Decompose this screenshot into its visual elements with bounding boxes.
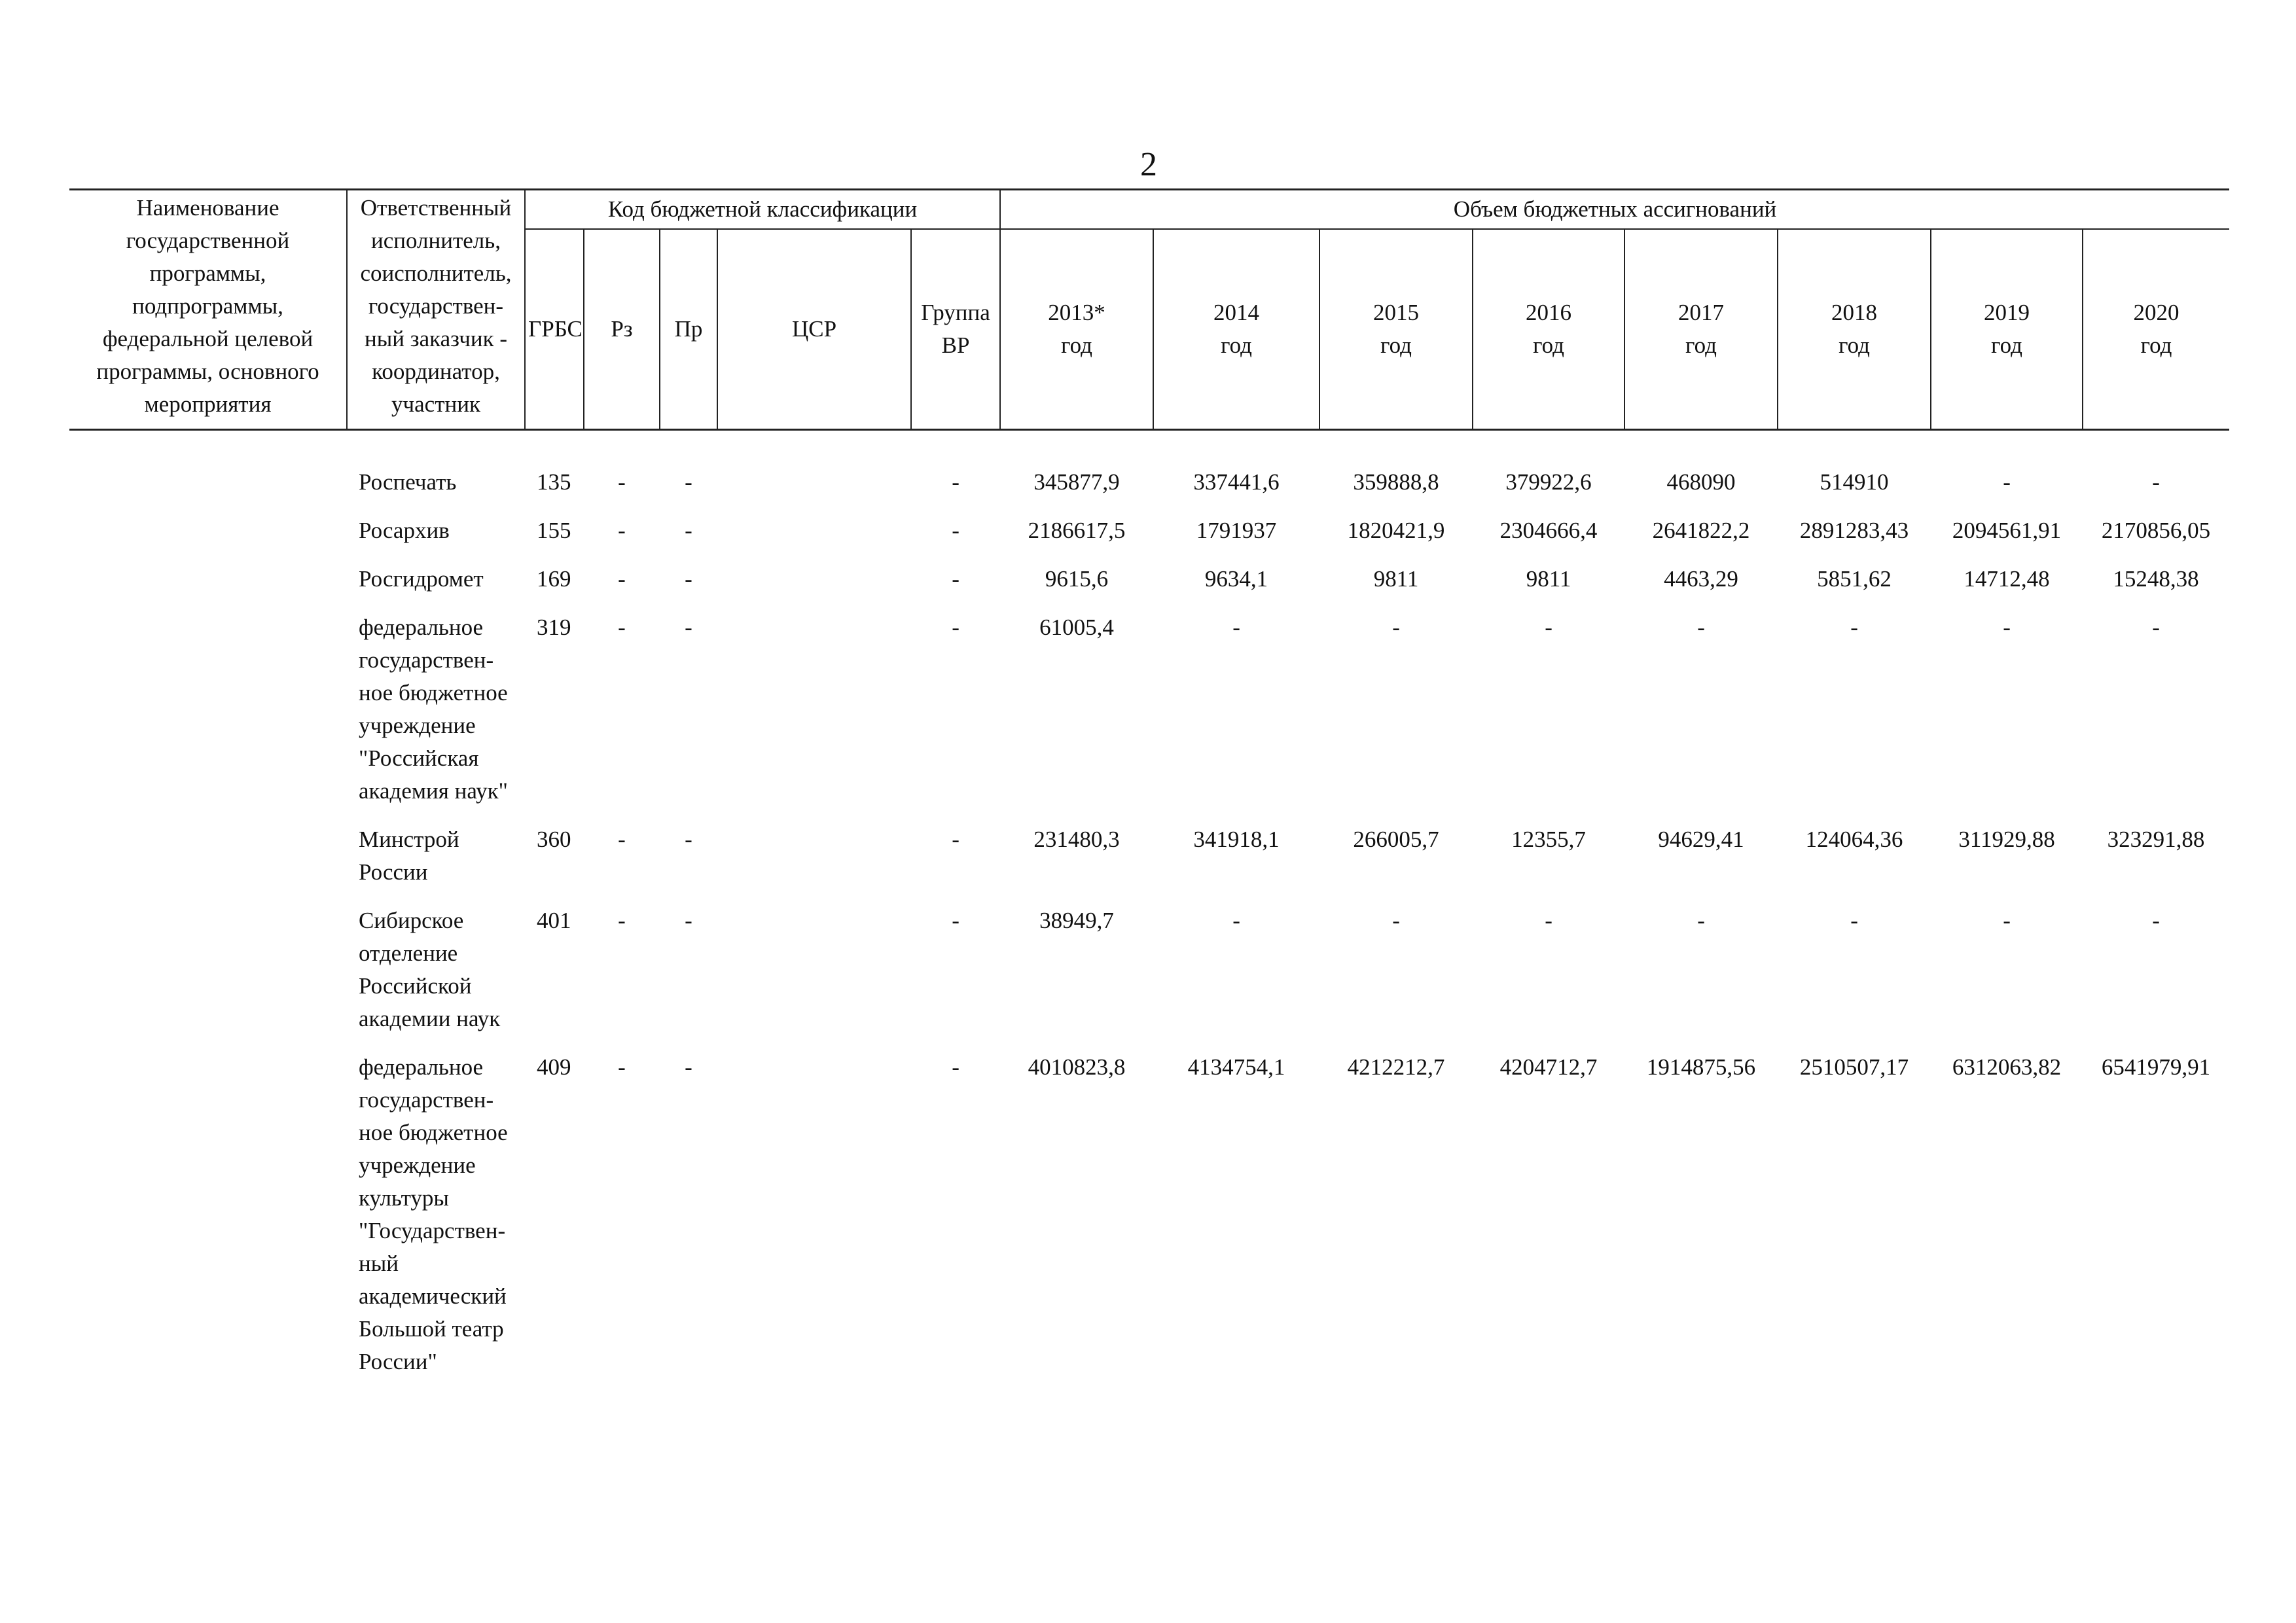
- csr-cell: [717, 904, 911, 1051]
- value-cell: 2186617,5: [1028, 518, 1126, 543]
- program-cell: [69, 823, 347, 904]
- rz-cell: -: [618, 469, 626, 495]
- value-cell: 4010823,8: [1028, 1054, 1126, 1080]
- value-cell: 94629,41: [1658, 827, 1744, 852]
- value-cell: 124064,36: [1805, 827, 1903, 852]
- pr-cell: -: [685, 469, 692, 495]
- header-executor: Ответственный исполнитель, соисполнитель, государствен- ный заказчик - координатор, участник: [347, 190, 525, 430]
- value-cell: 9634,1: [1204, 566, 1268, 592]
- value-cell: -: [1232, 615, 1240, 640]
- header-csr: ЦСР: [717, 229, 911, 430]
- value-cell: -: [2152, 908, 2160, 933]
- rz-cell: -: [618, 566, 626, 592]
- page-number: 2: [1140, 146, 1157, 183]
- csr-cell: [717, 430, 911, 515]
- value-cell: 4463,29: [1664, 566, 1738, 592]
- table-row: [69, 1051, 2229, 1394]
- value-cell: 311929,88: [1958, 827, 2055, 852]
- value-cell: 1791937: [1196, 518, 1277, 543]
- executor-cell: Сибирское отделение Российской академии наук: [359, 908, 501, 1031]
- value-cell: 4212212,7: [1347, 1054, 1445, 1080]
- value-cell: -: [2003, 908, 2011, 933]
- value-cell: 266005,7: [1353, 827, 1439, 852]
- value-cell: 6312063,82: [1952, 1054, 2062, 1080]
- rz-cell: -: [618, 518, 626, 543]
- grbs-cell: 135: [537, 469, 571, 495]
- pr-cell: -: [685, 908, 692, 933]
- program-cell: [69, 563, 347, 611]
- value-cell: 38949,7: [1039, 908, 1114, 933]
- header-year-2015: 2015 год: [1319, 229, 1473, 430]
- header-year-2020: 2020 год: [2083, 229, 2229, 430]
- executor-cell: федеральное государствен- ное бюджетное учреждение "Российская академия наук": [359, 615, 508, 804]
- program-cell: [69, 904, 347, 1051]
- value-cell: -: [1850, 908, 1858, 933]
- executor-cell: Росархив: [359, 518, 450, 543]
- value-cell: 9811: [1526, 566, 1571, 592]
- value-cell: 2891283,43: [1799, 518, 1909, 543]
- value-cell: 9615,6: [1045, 566, 1109, 592]
- value-cell: -: [1697, 908, 1705, 933]
- value-cell: 1914875,56: [1646, 1054, 1756, 1080]
- pr-cell: -: [685, 1054, 692, 1080]
- header-pr: Пр: [660, 229, 717, 430]
- csr-cell: [717, 1051, 911, 1394]
- header-grbs: ГРБС: [525, 229, 584, 430]
- grbs-cell: 319: [537, 615, 571, 640]
- value-cell: 341918,1: [1193, 827, 1280, 852]
- rz-cell: -: [618, 1054, 626, 1080]
- pr-cell: -: [685, 827, 692, 852]
- table-row: [69, 611, 2229, 823]
- executor-cell: Росгидромет: [359, 566, 484, 592]
- vr-cell: -: [952, 1054, 960, 1080]
- table-row: [69, 563, 2229, 611]
- header-year-2016: 2016 год: [1473, 229, 1624, 430]
- grbs-cell: 409: [537, 1054, 571, 1080]
- executor-cell: федеральное государствен- ное бюджетное учреждение культуры "Государствен- ный академический Большой театр России": [359, 1054, 508, 1374]
- value-cell: 468090: [1666, 469, 1736, 495]
- program-cell: [69, 611, 347, 823]
- value-cell: -: [1850, 615, 1858, 640]
- pr-cell: -: [685, 566, 692, 592]
- header-budget-code-group: Код бюджетной классификации: [525, 190, 1000, 230]
- value-cell: 12355,7: [1511, 827, 1586, 852]
- vr-cell: -: [952, 615, 960, 640]
- value-cell: 15248,38: [2113, 566, 2199, 592]
- grbs-cell: 169: [537, 566, 571, 592]
- rz-cell: -: [618, 827, 626, 852]
- value-cell: -: [1392, 615, 1400, 640]
- value-cell: -: [2003, 615, 2011, 640]
- executor-cell: Роспечать: [359, 469, 457, 495]
- grbs-cell: 401: [537, 908, 571, 933]
- value-cell: 345877,9: [1033, 469, 1120, 495]
- value-cell: 2304666,4: [1499, 518, 1598, 543]
- grbs-cell: 155: [537, 518, 571, 543]
- value-cell: 2641822,2: [1652, 518, 1750, 543]
- vr-cell: -: [952, 518, 960, 543]
- value-cell: 1820421,9: [1347, 518, 1445, 543]
- vr-cell: -: [952, 908, 960, 933]
- value-cell: -: [2003, 469, 2011, 495]
- value-cell: 5851,62: [1817, 566, 1892, 592]
- value-cell: 14712,48: [1964, 566, 2050, 592]
- value-cell: 4204712,7: [1499, 1054, 1598, 1080]
- value-cell: 6541979,91: [2101, 1054, 2211, 1080]
- csr-cell: [717, 823, 911, 904]
- header-year-2014: 2014 год: [1153, 229, 1319, 430]
- value-cell: -: [1392, 908, 1400, 933]
- table-row: [69, 823, 2229, 904]
- value-cell: 359888,8: [1353, 469, 1439, 495]
- table-row: [69, 514, 2229, 563]
- csr-cell: [717, 611, 911, 823]
- value-cell: -: [1545, 615, 1552, 640]
- value-cell: 231480,3: [1033, 827, 1120, 852]
- value-cell: 379922,6: [1505, 469, 1592, 495]
- value-cell: 337441,6: [1193, 469, 1280, 495]
- header-rz: Рз: [584, 229, 660, 430]
- header-year-2013: 2013* год: [1000, 229, 1153, 430]
- grbs-cell: 360: [537, 827, 571, 852]
- vr-cell: -: [952, 469, 960, 495]
- value-cell: 9811: [1373, 566, 1419, 592]
- program-cell: [69, 514, 347, 563]
- header-vr: Группа ВР: [911, 229, 1000, 430]
- header-program: Наименование государственной программы, подпрограммы, федеральной целевой программы, основного мероприятия: [69, 190, 347, 430]
- pr-cell: -: [685, 518, 692, 543]
- table-body: [69, 430, 2229, 1395]
- vr-cell: -: [952, 566, 960, 592]
- table-row: [69, 430, 2229, 515]
- value-cell: 514910: [1820, 469, 1889, 495]
- rz-cell: -: [618, 615, 626, 640]
- csr-cell: [717, 563, 911, 611]
- value-cell: -: [1232, 908, 1240, 933]
- value-cell: 2510507,17: [1799, 1054, 1909, 1080]
- value-cell: -: [2152, 615, 2160, 640]
- value-cell: 2170856,05: [2101, 518, 2211, 543]
- value-cell: 61005,4: [1039, 615, 1114, 640]
- value-cell: 323291,88: [2107, 827, 2205, 852]
- budget-allocation-table: [69, 188, 2229, 1394]
- header-year-2019: 2019 год: [1931, 229, 2083, 430]
- value-cell: -: [1697, 615, 1705, 640]
- csr-cell: [717, 514, 911, 563]
- program-cell: [69, 430, 347, 515]
- executor-cell: Минстрой России: [359, 827, 459, 885]
- value-cell: 4134754,1: [1187, 1054, 1285, 1080]
- table-row: [69, 904, 2229, 1051]
- value-cell: -: [2152, 469, 2160, 495]
- header-year-2018: 2018 год: [1778, 229, 1931, 430]
- program-cell: [69, 1051, 347, 1394]
- header-year-2017: 2017 год: [1624, 229, 1778, 430]
- value-cell: 2094561,91: [1952, 518, 2062, 543]
- vr-cell: -: [952, 827, 960, 852]
- value-cell: -: [1545, 908, 1552, 933]
- pr-cell: -: [685, 615, 692, 640]
- header-budget-volume-group: Объем бюджетных ассигнований: [1000, 190, 2229, 230]
- rz-cell: -: [618, 908, 626, 933]
